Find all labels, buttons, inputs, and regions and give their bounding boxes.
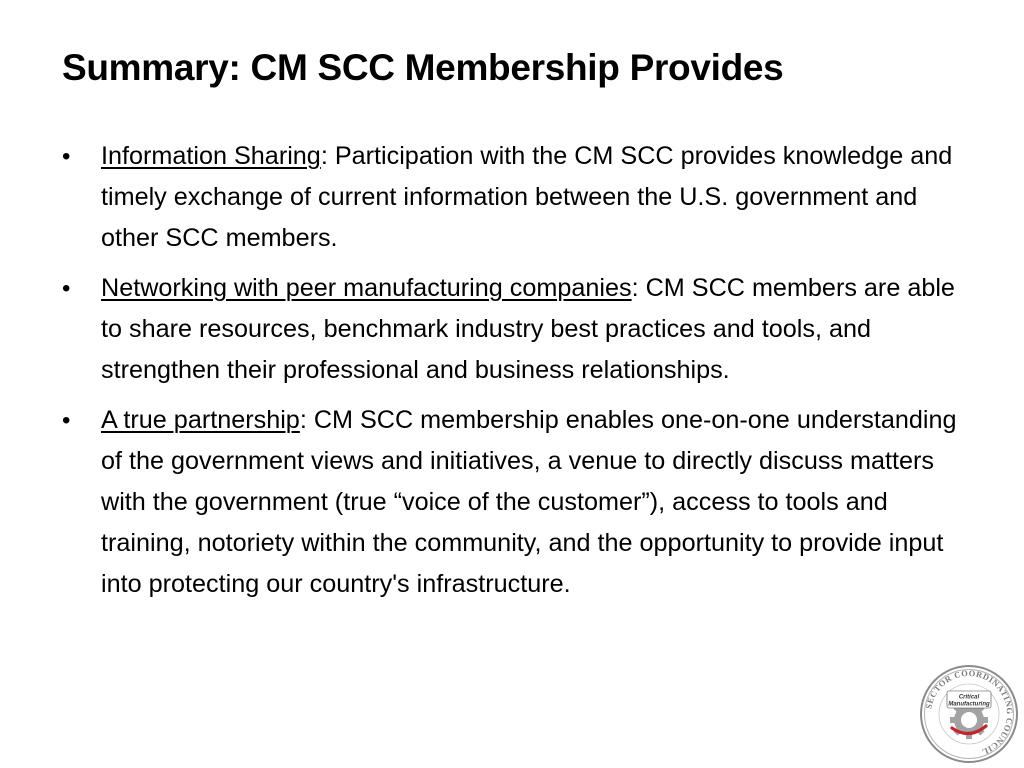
bullet-text: Participation with the CM SCC provides knowledge and timely exchange of current information between the U.S. government and other SCC members. xyxy=(101,142,953,252)
slide-title: Summary: CM SCC Membership Provides xyxy=(62,47,784,88)
seal-center-line2: Manufacturing xyxy=(948,701,990,708)
bullet-heading: Networking with peer manufacturing companies xyxy=(101,274,632,302)
bullet-separator: : xyxy=(320,142,335,170)
seal-center-line1: Critical xyxy=(958,694,980,701)
bullet-list xyxy=(62,136,962,614)
seal-ring-textpath: SECTOR COORDINATING COUNCIL xyxy=(924,668,1015,757)
bullet-item-partnership xyxy=(62,400,962,605)
sector-council-seal-logo xyxy=(919,664,1019,764)
bullet-point-icon: • xyxy=(62,143,71,170)
bullet-item-information-sharing xyxy=(62,136,962,259)
bullet-item-networking xyxy=(62,268,962,391)
bullet-heading: A true partnership xyxy=(101,406,300,434)
bullet-separator: : xyxy=(299,406,314,434)
bullet-separator: : xyxy=(631,274,646,302)
bullet-heading: Information Sharing xyxy=(101,142,321,170)
bullet-point-icon: • xyxy=(62,407,71,434)
bullet-text: CM SCC members are able to share resources, benchmark industry best practices and tools, and strengthen their professional and business relationships. xyxy=(101,274,955,384)
bullet-text: CM SCC membership enables one-on-one understanding of the government views and initiatives, a venue to directly discuss matters with the government (true “voice of the customer”), access to tools and training, notoriety within the community, and the opportunity to provide input into protecting our country's infrastructure. xyxy=(101,406,957,598)
bullet-point-icon: • xyxy=(62,275,71,302)
